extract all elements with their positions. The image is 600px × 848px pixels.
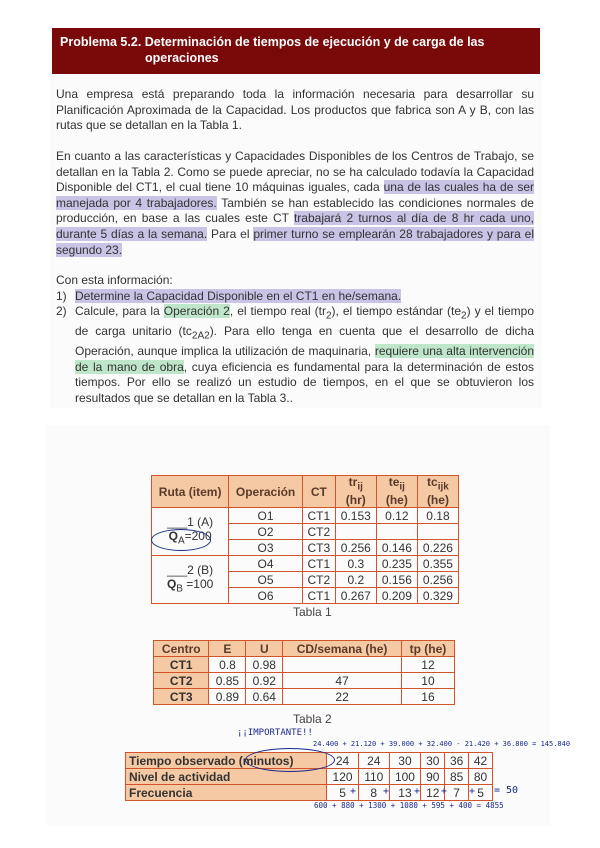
hand-freq-total: = 50 bbox=[494, 785, 519, 796]
route-b-label: ___2 (B) bbox=[167, 562, 214, 577]
paragraph-1 bbox=[56, 87, 534, 134]
p2-highlight-3: primer turno se emplearán 28 trabajadores y para el segundo 23. bbox=[56, 226, 534, 257]
q2-highlight-2: requiere una alta intervención de la mano de obra bbox=[75, 344, 534, 374]
t3-cell: 42 bbox=[469, 753, 493, 769]
paragraph-1-text: Una empresa está preparando toda la información necesaria para desarrollar su Planificación Aproximada de la Capacidad. Los productos que fabrica son A y B, con las rutas que se detallan en la Tabla 1. bbox=[56, 87, 534, 133]
t2-centro: CT1 bbox=[154, 657, 209, 673]
t1-cell: O1 bbox=[229, 508, 303, 524]
t1-header-operacion: Operación bbox=[229, 476, 303, 508]
t2-header-centro: Centro bbox=[154, 641, 209, 657]
t3-cell: 36 bbox=[445, 753, 469, 769]
t2-header-u: U bbox=[246, 641, 283, 657]
hand-circle-minutos bbox=[245, 748, 335, 772]
t1-cell: 0.226 bbox=[417, 540, 458, 556]
t1-cell: 0.267 bbox=[335, 588, 376, 604]
t2-cell: 0.64 bbox=[246, 689, 283, 705]
route-b-q: Q bbox=[166, 576, 177, 591]
t2-cell bbox=[283, 657, 402, 673]
t1-cell: 0.355 bbox=[417, 556, 458, 572]
t2-cell: 0.98 bbox=[246, 657, 283, 673]
t1-header-tr: $tr_{ij}$ (hr) bbox=[335, 476, 376, 508]
questions bbox=[56, 273, 534, 407]
t1-header-tc: $tc_{ijk}$ (he) bbox=[417, 476, 458, 508]
route-a-label: ___1 (A) bbox=[167, 514, 214, 529]
route-a-quantity: =200 bbox=[184, 528, 212, 543]
title-line-1: Problema 5.2. Determinación de tiempos de ejecución y de carga de las bbox=[60, 35, 485, 49]
p2-highlight-2: trabajará 2 turnos al día de 8 hr cada uno, durante 5 días a la semana. bbox=[56, 211, 535, 241]
t3-cell: 100 bbox=[389, 769, 421, 785]
t2-centro: CT2 bbox=[154, 673, 209, 689]
t3-cell: 12 bbox=[421, 785, 445, 801]
question-2 bbox=[56, 304, 534, 406]
t2-cell: 12 bbox=[401, 657, 454, 673]
t1-cell: CT1 bbox=[302, 556, 335, 572]
table-2-caption: Tabla 2 bbox=[293, 712, 332, 726]
t2-cell: 0.85 bbox=[209, 673, 246, 689]
t3-cell: 8 bbox=[358, 785, 389, 801]
t3-cell: 13 bbox=[389, 785, 421, 801]
route-a-q: Q bbox=[168, 528, 178, 543]
t2-header-cd: CD/semana (he) bbox=[283, 641, 402, 657]
t1-cell: O2 bbox=[229, 524, 303, 540]
t1-cell bbox=[376, 524, 417, 540]
t3-cell: 24 bbox=[327, 753, 359, 769]
t2-centro: CT3 bbox=[154, 689, 209, 705]
t1-cell: O5 bbox=[229, 572, 303, 588]
t1-cell bbox=[335, 524, 376, 540]
t3-cell: 90 bbox=[421, 769, 445, 785]
t1-cell: 0.329 bbox=[417, 588, 458, 604]
q2-text-c: ), el tiempo estándar (te bbox=[331, 304, 462, 319]
t3-cell: 85 bbox=[445, 769, 469, 785]
title-line-2: operaciones bbox=[145, 51, 219, 65]
t1-cell: O6 bbox=[229, 588, 303, 604]
table-2 bbox=[153, 640, 455, 705]
p2-text-a: En cuanto a las características y Capacidades Disponibles de los Centros de Trabajo, se detallan en la Tabla 2. Como se puede apreciar, no se ha calculado todavía la Capacidad Disponible del CT1, el cual tiene 10 máquinas iguales, cada bbox=[56, 149, 534, 195]
t2-cell: 0.89 bbox=[209, 689, 246, 705]
t1-header-te: $te_{ij}$ (he) bbox=[376, 476, 417, 508]
t3-cell: 30 bbox=[421, 753, 445, 769]
t1-cell: O4 bbox=[229, 556, 303, 572]
t1-cell: CT2 bbox=[302, 524, 335, 540]
t3-cell: 80 bbox=[469, 769, 493, 785]
q2-text-a: Calcule, para la bbox=[75, 304, 164, 319]
q1-text: Determine la Capacidad Disponible en el CT1 en he/semana. bbox=[75, 288, 402, 303]
q2-sub-1: 2 bbox=[325, 310, 332, 322]
q2-text-e: ). Para ello tenga en cuenta que el desarrollo de dicha Operación, aunque implica la utilización de maquinaria, bbox=[75, 324, 534, 359]
hand-top-sum: 24.400 + 21.120 + 39.000 + 32.400 - 21.420 + 36.800 = 145.840 bbox=[313, 740, 571, 748]
t2-cell: 47 bbox=[283, 673, 402, 689]
t2-cell: 10 bbox=[401, 673, 454, 689]
t1-cell: 0.235 bbox=[376, 556, 417, 572]
questions-lead: Con esta información: bbox=[56, 273, 173, 287]
t3-cell: 24 bbox=[358, 753, 389, 769]
hand-plus: + bbox=[350, 786, 357, 797]
t1-cell: 0.18 bbox=[417, 508, 458, 524]
t1-header-ct: CT bbox=[302, 476, 335, 508]
t2-cell: 0.8 bbox=[209, 657, 246, 673]
hand-circle-qa bbox=[151, 529, 211, 551]
p2-text-b: También se han establecido las condiciones normales de producción, en base a las cuales este CT bbox=[56, 195, 534, 226]
t1-cell: 0.256 bbox=[335, 540, 376, 556]
t1-cell: CT3 bbox=[302, 540, 335, 556]
q2-sub-3: 2A2 bbox=[191, 330, 210, 342]
t1-cell: 0.12 bbox=[376, 508, 417, 524]
t1-cell: CT2 bbox=[302, 572, 335, 588]
t3-row-label: Frecuencia bbox=[126, 785, 327, 801]
t1-cell: 0.146 bbox=[376, 540, 417, 556]
t2-cell: 0.92 bbox=[246, 673, 283, 689]
q2-number: 2) bbox=[56, 304, 67, 319]
t1-route-b bbox=[152, 556, 229, 604]
paragraph-2 bbox=[56, 149, 534, 258]
p2-highlight-1: una de las cuales ha de ser manejada por 4 trabajadores. bbox=[56, 180, 534, 210]
problem-title-banner bbox=[52, 28, 540, 74]
t1-cell: CT1 bbox=[302, 508, 335, 524]
t1-cell: 0.256 bbox=[417, 572, 458, 588]
question-list bbox=[56, 289, 534, 407]
question-1 bbox=[56, 289, 534, 305]
hand-bottom-sum: 600 + 880 + 1300 + 1080 + 595 + 400 = 4855 bbox=[314, 801, 504, 810]
q2-highlight-1: Operación 2 bbox=[163, 304, 230, 319]
t3-cell: 5 bbox=[469, 785, 493, 801]
t2-cell: 22 bbox=[283, 689, 402, 705]
t1-cell: 0.3 bbox=[335, 556, 376, 572]
t3-cell: 7 bbox=[445, 785, 469, 801]
t2-header-tp: tp (he) bbox=[401, 641, 454, 657]
table-1-caption: Tabla 1 bbox=[293, 605, 332, 619]
t3-cell: 120 bbox=[327, 769, 359, 785]
q2-text-f: , cuya eficiencia es fundamental para la determinación de estos tiempos. Por ello se realizó un estudio de tiempos, en el que se obtuvieron los resultados que se detallan en la Tabla 3.. bbox=[75, 359, 535, 405]
hand-plus: + bbox=[469, 786, 476, 797]
hand-plus: + bbox=[383, 786, 390, 797]
t1-cell: O3 bbox=[229, 540, 303, 556]
t1-cell: 0.2 bbox=[335, 572, 376, 588]
t1-cell: 0.156 bbox=[376, 572, 417, 588]
t3-row-label: Nivel de actividad bbox=[126, 769, 327, 785]
route-b-qsub: B bbox=[176, 583, 183, 595]
t2-header-e: E bbox=[209, 641, 246, 657]
p2-text-c: Para el bbox=[207, 226, 254, 241]
route-a-qsub: A bbox=[177, 535, 185, 547]
t1-cell bbox=[417, 524, 458, 540]
t1-cell: 0.153 bbox=[335, 508, 376, 524]
t3-cell: 5 bbox=[327, 785, 359, 801]
t1-cell: CT1 bbox=[302, 588, 335, 604]
t3-row-label: Tiempo observado (minutos) bbox=[126, 753, 327, 769]
t3-cell: 110 bbox=[358, 769, 389, 785]
hand-plus: + bbox=[441, 786, 448, 797]
t2-cell: 16 bbox=[401, 689, 454, 705]
q2-text-b: , el tiempo real (tr bbox=[229, 304, 326, 319]
route-b-quantity: =100 bbox=[182, 576, 214, 591]
hand-plus: + bbox=[414, 786, 421, 797]
t1-header-ruta: Ruta (item) bbox=[152, 476, 229, 508]
t1-cell: 0.209 bbox=[376, 588, 417, 604]
q2-text-d: ) y el tiempo de carga unitario (tc bbox=[75, 304, 534, 339]
t3-cell: 30 bbox=[389, 753, 421, 769]
q1-number: 1) bbox=[56, 288, 67, 303]
q2-sub-2: 2 bbox=[461, 310, 467, 322]
hand-importante: ¡¡IMPORTANTE!! bbox=[237, 728, 313, 738]
